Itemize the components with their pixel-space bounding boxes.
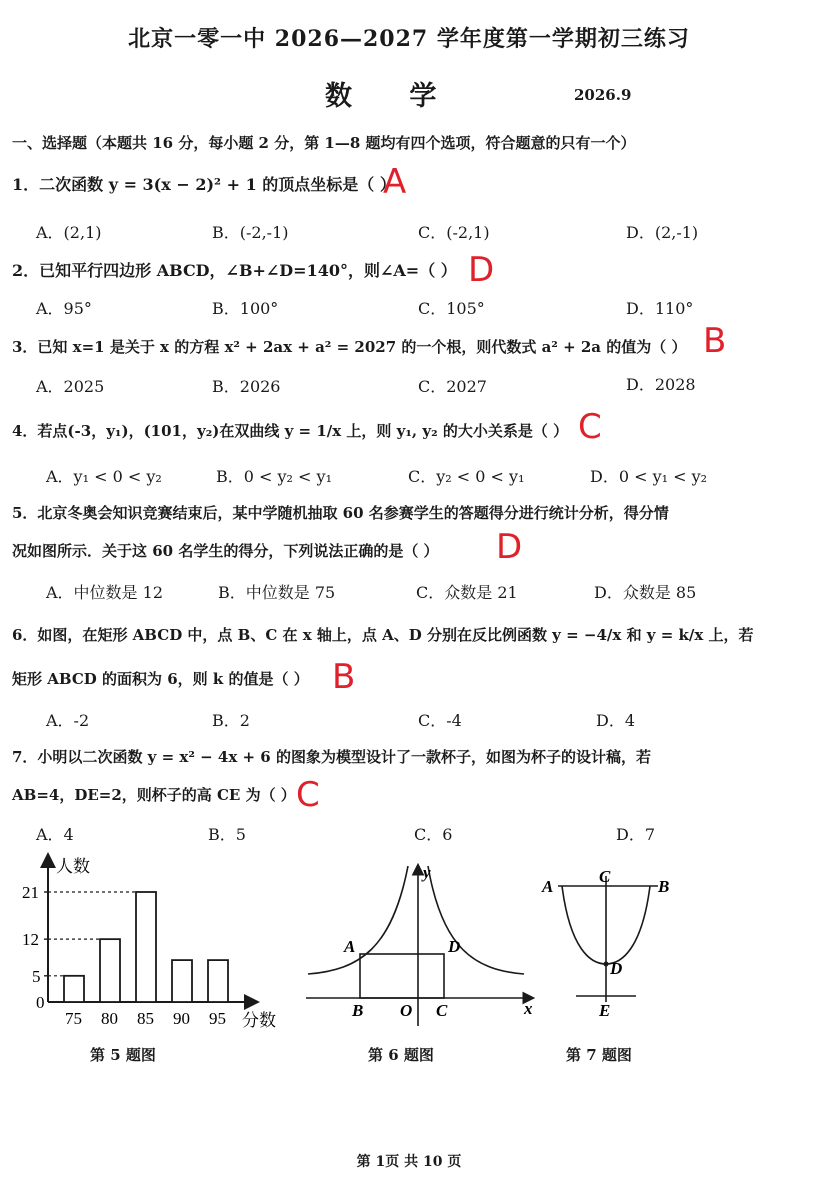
q5-option-c: C．众数是 21 — [416, 583, 518, 602]
answer-mark-q2: D — [468, 250, 495, 290]
q3-option-b: B．2026 — [212, 377, 281, 396]
q2-option-d: D．110° — [626, 299, 694, 318]
x-tick-label: 75 — [65, 1009, 82, 1028]
left-hyperbola-branch — [308, 866, 408, 974]
q5-option-b: B．中位数是 75 — [218, 583, 336, 602]
exam-date: 2026.9 — [574, 86, 632, 104]
q1-option-a: A．(2,1) — [36, 223, 102, 242]
x-tick-label: 85 — [137, 1009, 154, 1028]
figure-7-diagram — [536, 868, 686, 1020]
x-tick-label: 90 — [173, 1009, 190, 1028]
answer-mark-q4: C — [578, 407, 602, 447]
q5-option-d: D．众数是 85 — [594, 583, 697, 602]
figure-6-caption: 第 6 题图 — [368, 1046, 434, 1064]
q2-option-a: A．95° — [36, 299, 92, 318]
q7-option-a: A．4 — [36, 825, 74, 844]
q4-option-b: B．0 < y₂ < y₁ — [216, 467, 333, 486]
point-b-label: B — [352, 1001, 364, 1020]
bar-90 — [172, 960, 192, 1002]
q6-option-b: B．2 — [212, 711, 250, 730]
x-tick-label: 95 — [209, 1009, 226, 1028]
point-a-label: A — [344, 937, 356, 956]
point-c-label: C — [436, 1001, 448, 1020]
q2-option-b: B．100° — [212, 299, 279, 318]
point-d-label: D — [610, 959, 623, 978]
q3-option-c: C．2027 — [418, 377, 487, 396]
bar-95 — [208, 960, 228, 1002]
q7-option-d: D．7 — [616, 825, 656, 844]
q4-option-c: C．y₂ < 0 < y₁ — [408, 467, 525, 486]
bar-80 — [100, 939, 120, 1002]
figure-5-bar-chart — [18, 852, 288, 1042]
question-6-stem-line1: 6．如图，在矩形 ABCD 中，点 B、C 在 x 轴上，点 A、D 分别在反比例函数 y = −4/x 和 y = k/x 上，若 — [12, 626, 754, 644]
subject-title: 数 学 — [325, 81, 461, 112]
point-c-label: C — [599, 868, 611, 886]
question-3-stem: 3．已知 x=1 是关于 x 的方程 x² + 2ax + a² = 2027 的一个根，则代数式 a² + 2a 的值为（ ） — [12, 338, 687, 356]
q1-option-b: B．(-2,-1) — [212, 223, 289, 242]
section-heading: 一、选择题（本题共 16 分，每小题 2 分，第 1—8 题均有四个选项，符合题意的只有一个） — [12, 134, 636, 152]
q7-option-c: C．6 — [414, 825, 453, 844]
q7-option-b: B．5 — [208, 825, 246, 844]
answer-mark-q6: B — [332, 657, 356, 697]
y-tick-label: 12 — [22, 930, 39, 950]
right-hyperbola-branch — [428, 866, 524, 974]
q1-option-d: D．(2,-1) — [626, 223, 699, 242]
point-d-label: D — [448, 937, 461, 956]
point-e-label: E — [599, 1001, 611, 1020]
bar-85 — [136, 892, 156, 1002]
figure-6-diagram — [300, 858, 550, 1030]
answer-mark-q5: D — [496, 527, 523, 567]
q4-option-a: A．y₁ < 0 < y₂ — [46, 467, 162, 486]
q3-option-a: A．2025 — [36, 377, 105, 396]
q6-option-d: D．4 — [596, 711, 636, 730]
y-tick-label: 21 — [22, 883, 39, 902]
answer-mark-q3: B — [703, 321, 727, 361]
answer-mark-q7: C — [296, 775, 320, 815]
question-6-stem-line2: 矩形 ABCD 的面积为 6，则 k 的值是（ ） — [12, 670, 309, 688]
page-footer: 第 1页 共 10 页 — [356, 1154, 462, 1170]
exam-title: 北京一零一中 2026—2027 学年度第一学期初三练习 — [128, 26, 690, 52]
question-2-stem: 2．已知平行四边形 ABCD，∠B+∠D=140°，则∠A=（ ） — [12, 261, 457, 280]
rectangle-abcd — [360, 954, 444, 998]
y-axis-title: 人数 — [56, 857, 90, 876]
q2-option-c: C．105° — [418, 299, 485, 318]
figure-5-caption: 第 5 题图 — [90, 1046, 156, 1064]
question-5-stem-line1: 5．北京冬奥会知识竞赛结束后，某中学随机抽取 60 名参赛学生的答题得分进行统计分析，得分情 — [12, 504, 669, 522]
q1-option-c: C．(-2,1) — [418, 223, 490, 242]
figure-7-caption: 第 7 题图 — [566, 1046, 632, 1064]
point-a-label: A — [542, 877, 554, 896]
origin-o-label: O — [400, 1001, 413, 1020]
q6-option-c: C．-4 — [418, 711, 462, 730]
y-tick-label: 5 — [32, 966, 41, 986]
question-1-stem: 1．二次函数 y = 3(x − 2)² + 1 的顶点坐标是（ ） — [12, 175, 396, 194]
q3-option-d: D．2028 — [626, 375, 696, 394]
q5-option-a: A．中位数是 12 — [46, 583, 164, 602]
point-d-dot — [604, 962, 609, 967]
x-axis-label: x — [524, 999, 533, 1018]
y-axis-label: y — [423, 863, 431, 882]
q4-option-d: D．0 < y₁ < y₂ — [590, 467, 708, 486]
bar-75 — [64, 976, 84, 1002]
question-5-stem-line2: 况如图所示．关于这 60 名学生的得分，下列说法正确的是（ ） — [12, 542, 439, 560]
origin-label: 0 — [36, 993, 45, 1012]
x-axis-title: 分数 — [242, 1011, 276, 1030]
question-7-stem-line1: 7．小明以二次函数 y = x² − 4x + 6 的图象为模型设计了一款杯子，如图为杯子的设计稿，若 — [12, 748, 651, 766]
point-b-label: B — [658, 877, 670, 896]
q6-option-a: A．-2 — [46, 711, 90, 730]
question-4-stem: 4．若点(-3，y₁)，(101，y₂)在双曲线 y = 1/x 上，则 y₁, y₂ 的大小关系是（ ） — [12, 422, 569, 440]
x-tick-label: 80 — [101, 1009, 118, 1028]
answer-mark-q1: A — [383, 162, 407, 202]
question-7-stem-line2: AB=4，DE=2，则杯子的高 CE 为（ ） — [12, 786, 296, 804]
